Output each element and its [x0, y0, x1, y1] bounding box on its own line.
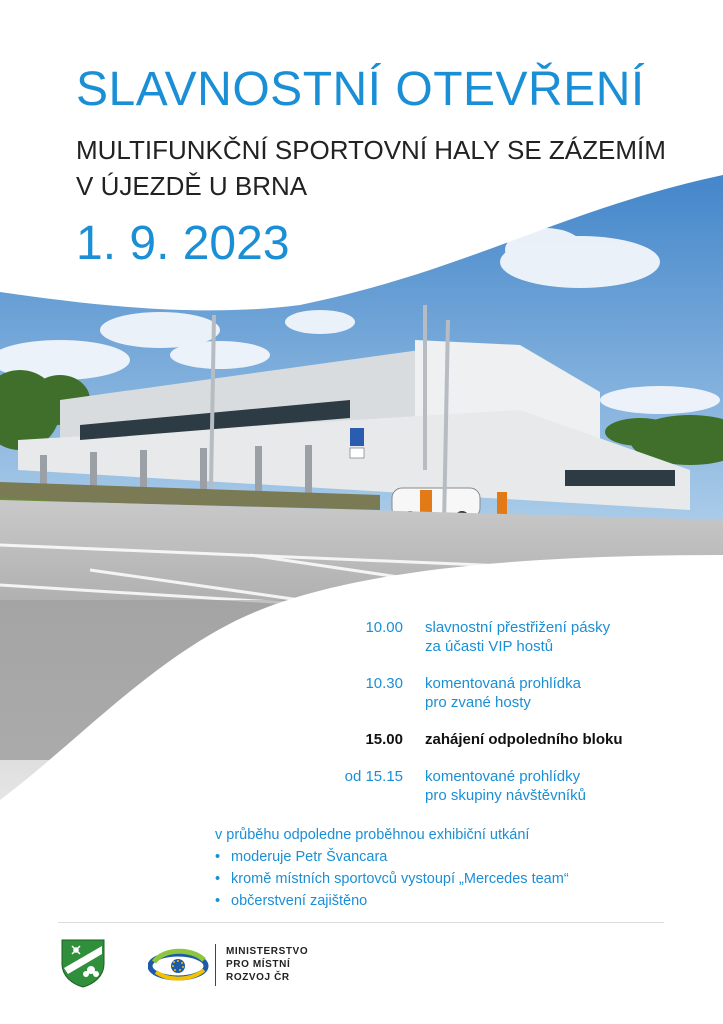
logo-divider [215, 944, 216, 986]
ministry-logo-text [226, 945, 308, 984]
notes-list [215, 846, 569, 912]
list-item-text: kromě místních sportovců vystoupí „Mercedes team“ [231, 871, 569, 887]
schedule-description-line: zahájení odpoledního bloku [425, 731, 623, 748]
notes-intro: v průběhu odpoledne proběhnou exhibiční utkání [215, 827, 530, 843]
schedule-time: 10.00 [365, 619, 403, 636]
schedule-description [425, 767, 586, 805]
schedule-description-line: slavnostní přestřižení pásky [425, 619, 611, 636]
bullet-icon: • [215, 871, 221, 887]
bullet-icon: • [215, 849, 221, 865]
event-title: SLAVNOSTNÍ OTEVŘENÍ [76, 63, 645, 116]
schedule-description-line: komentované prohlídky [425, 768, 581, 785]
subtitle-line-2: V ÚJEZDĚ U BRNA [76, 171, 308, 201]
list-item [215, 868, 569, 890]
schedule [340, 618, 680, 823]
ministry-line: ROZVOJ ČR [226, 972, 290, 983]
bullet-icon: • [215, 893, 221, 909]
schedule-row [340, 767, 680, 805]
eu-funds-logo-icon [148, 942, 210, 986]
schedule-description [425, 730, 623, 749]
program-notes [215, 824, 569, 912]
event-date: 1. 9. 2023 [76, 217, 290, 270]
schedule-time: 10.30 [365, 675, 403, 692]
footer-divider [58, 922, 664, 923]
list-item-text: občerstvení zajištěno [231, 893, 368, 909]
event-subtitle [76, 132, 666, 204]
schedule-time: od 15.15 [344, 768, 403, 785]
schedule-row [340, 730, 680, 749]
list-item-text: moderuje Petr Švancara [231, 849, 388, 865]
schedule-description [425, 618, 610, 656]
ministry-line: PRO MÍSTNÍ [226, 959, 291, 970]
subtitle-line-1: MULTIFUNKČNÍ SPORTOVNÍ HALY SE ZÁZEMÍM [76, 135, 666, 165]
schedule-description-line: pro skupiny návštěvníků [425, 787, 586, 804]
ministry-line: MINISTERSTVO [226, 946, 309, 957]
list-item [215, 890, 569, 912]
schedule-time: 15.00 [365, 731, 403, 748]
schedule-description [425, 674, 581, 712]
schedule-description-line: pro zvané hosty [425, 694, 531, 711]
schedule-row [340, 618, 680, 656]
schedule-row [340, 674, 680, 712]
schedule-description-line: za účasti VIP hostů [425, 638, 554, 655]
schedule-description-line: komentovaná prohlídka [425, 675, 581, 692]
list-item [215, 846, 569, 868]
municipal-crest-icon [58, 938, 108, 988]
